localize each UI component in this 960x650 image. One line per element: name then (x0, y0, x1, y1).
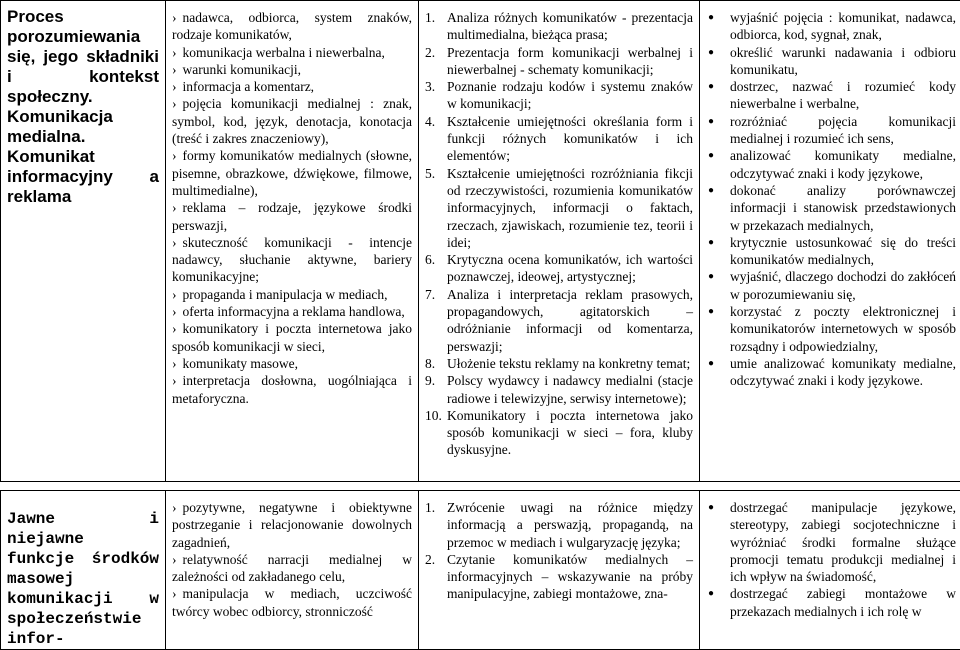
list-item (425, 372, 693, 407)
list-item (706, 182, 956, 234)
list-item: › komunikacja werbalna i niewerbalna, (172, 44, 412, 61)
list-item: › pozytywne, negatywne i obiektywne postrzeganie i relacjonowanie dowolnych zagadnień, (172, 499, 412, 551)
outcomes-cell (700, 1, 960, 482)
item-text: Zwrócenie uwagi na różnice między informacją a perswazją, propagandą, na przemoc w mediach i wulgaryzację języka; (447, 499, 693, 551)
item-text: określić warunki nadawania i odbioru komunikatu, (730, 44, 956, 79)
item-text: Kształcenie umiejętności określania form i funkcji różnych komunikatów i ich elementów; (447, 113, 693, 165)
item-text: korzystać z poczty elektronicznej i komunikatorów internetowych w sposób rozsądny i odpowiedzialny, (730, 303, 956, 355)
item-text: rozróżniać pojęcia komunikacji medialnej i rozumieć ich sens, (730, 113, 956, 148)
contents-list (172, 9, 412, 407)
item-text: Ułożenie tekstu reklamy na konkretny temat; (447, 355, 693, 372)
item-text: krytycznie ustosunkować się do treści komunikatów medialnych, (730, 234, 956, 269)
item-text: Kształcenie umiejętności rozróżniania fikcji od rzeczywistości, rozumienia komunikatów informacyjnych, informacji o faktach, rzeczach, zjawiskach, rozumienie tez, teorii i idei; (447, 165, 693, 251)
list-item (706, 113, 956, 148)
list-item: › warunki komunikacji, (172, 61, 412, 78)
item-text: Polscy wydawcy i nadawcy medialni (stacje radiowe i telewizyjne, serwisy internetowe); (447, 372, 693, 407)
list-item: › relatywność narracji medialnej w zależności od zakładanego celu, (172, 551, 412, 586)
outcomes-list (706, 9, 956, 390)
item-text: Analiza różnych komunikatów - prezentacja multimedialna, bieżąca prasa; (447, 9, 693, 44)
bullet-icon: ● (706, 113, 730, 148)
item-text: Analiza i interpretacja reklam prasowych, propagandowych, agitatorskich – odróżnianie informacji od komentarza, perswazji; (447, 286, 693, 355)
bullet-icon: ● (706, 268, 730, 303)
item-text: Komunikatory i poczta internetowa jako sposób komunikacji w sieci – fora, kluby dyskusyjne. (447, 407, 693, 459)
list-item (706, 147, 956, 182)
procedures-cell (419, 1, 700, 482)
outcomes-cell (700, 491, 960, 650)
item-text: wyjaśnić pojęcia : komunikat, nadawca, odbiorca, kod, sygnał, znak, (730, 9, 956, 44)
list-item (425, 499, 693, 551)
list-item (425, 44, 693, 79)
list-item (706, 268, 956, 303)
item-text: analizować komunikaty medialne, odczytywać znaki i kody językowe, (730, 147, 956, 182)
list-item: › komunikaty masowe, (172, 355, 412, 372)
item-number: 1. (425, 499, 447, 551)
item-text: dokonać analizy porównawczej informacji i stanowisk przedstawionych w przekazach medialnych, (730, 182, 956, 234)
list-item (425, 355, 693, 372)
bullet-icon: ● (706, 355, 730, 390)
curriculum-table-section-2 (0, 490, 960, 650)
bullet-icon: ● (706, 9, 730, 44)
list-item (706, 499, 956, 585)
item-number: 6. (425, 251, 447, 286)
bullet-icon: ● (706, 234, 730, 269)
item-text: Czytanie komunikatów medialnych – informacyjnych – wskazywanie na próby manipulacyjne, zabiegi montażowe, zna- (447, 551, 693, 603)
list-item: › interpretacja dosłowna, uogólniająca i metaforyczna. (172, 372, 412, 407)
item-text: dostrzegać manipulacje językowe, stereotypy, zabiegi socjotechniczne i wyróżniać środki formalne służące promocji tematu produkcji medialnej i ich wpływ na świadomość, (730, 499, 956, 585)
list-item (425, 286, 693, 355)
contents-cell (166, 491, 419, 650)
list-item: › propaganda i manipulacja w mediach, (172, 286, 412, 303)
item-number: 3. (425, 78, 447, 113)
table-row (1, 491, 960, 650)
list-item (706, 585, 956, 620)
list-item (425, 78, 693, 113)
list-item: › komunikatory i poczta internetowa jako sposób komunikacji w sieci, (172, 320, 412, 355)
contents-cell (166, 1, 419, 482)
list-item (706, 9, 956, 44)
bullet-icon: ● (706, 44, 730, 79)
item-number: 10. (425, 407, 447, 459)
list-item: › informacja a komentarz, (172, 78, 412, 95)
list-item: › oferta informacyjna a reklama handlowa, (172, 303, 412, 320)
list-item: › skuteczność komunikacji - intencje nadawcy, słuchanie aktywne, bariery komunikacyjne; (172, 234, 412, 286)
topic-cell (1, 1, 166, 482)
list-item (425, 9, 693, 44)
bullet-icon: ● (706, 499, 730, 585)
list-item (425, 165, 693, 251)
list-item (706, 303, 956, 355)
item-text: wyjaśnić, dlaczego dochodzi do zakłóceń w porozumiewaniu się, (730, 268, 956, 303)
item-text: Poznanie rodzaju kodów i systemu znaków w komunikacji; (447, 78, 693, 113)
item-text: Krytyczna ocena komunikatów, ich wartości poznawczej, ideowej, artystycznej; (447, 251, 693, 286)
item-number: 8. (425, 355, 447, 372)
list-item: › reklama – rodzaje, językowe środki perswazji, (172, 199, 412, 234)
bullet-icon: ● (706, 182, 730, 234)
list-item: › formy komunikatów medialnych (słowne, pisemne, obrazkowe, dźwiękowe, filmowe, multimedialne), (172, 147, 412, 199)
contents-list (172, 499, 412, 620)
item-number: 9. (425, 372, 447, 407)
list-item (425, 551, 693, 603)
topic-cell (1, 491, 166, 650)
outcomes-list (706, 499, 956, 620)
item-text: dostrzegać zabiegi montażowe w przekazach medialnych i ich rolę w (730, 585, 956, 620)
list-item (425, 113, 693, 165)
list-item: › pojęcia komunikacji medialnej : znak, symbol, kod, język, denotacja, konotacja (treść i zakres znaczeniowy), (172, 95, 412, 147)
topic-title: Jawne i niejawne funkcje środków masowej komunikacji w społeczeństwie infor- (7, 509, 159, 649)
item-number: 1. (425, 9, 447, 44)
item-number: 4. (425, 113, 447, 165)
bullet-icon: ● (706, 585, 730, 620)
bullet-icon: ● (706, 147, 730, 182)
list-item: › nadawca, odbiorca, system znaków, rodzaje komunikatów, (172, 9, 412, 44)
topic-title: Proces porozumiewania się, jego składniki i kontekst społeczny. Komunikacja medialna. Komunikat informacyjny a reklama (7, 7, 159, 207)
list-item (425, 251, 693, 286)
item-number: 2. (425, 551, 447, 603)
table-row (1, 1, 960, 482)
list-item (706, 44, 956, 79)
list-item (706, 78, 956, 113)
item-text: dostrzec, nazwać i rozumieć kody niewerbalne i werbalne, (730, 78, 956, 113)
item-text: Prezentacja form komunikacji werbalnej i niewerbalnej - schematy komunikacji; (447, 44, 693, 79)
item-number: 5. (425, 165, 447, 251)
item-number: 2. (425, 44, 447, 79)
procedures-list (425, 499, 693, 603)
bullet-icon: ● (706, 303, 730, 355)
procedures-list (425, 9, 693, 459)
item-number: 7. (425, 286, 447, 355)
item-text: umie analizować komunikaty medialne, odczytywać znaki i kody językowe. (730, 355, 956, 390)
list-item (425, 407, 693, 459)
bullet-icon: ● (706, 78, 730, 113)
procedures-cell (419, 491, 700, 650)
list-item: › manipulacja w mediach, uczciwość twórcy wobec odbiorcy, stronniczość (172, 585, 412, 620)
list-item (706, 355, 956, 390)
list-item (706, 234, 956, 269)
